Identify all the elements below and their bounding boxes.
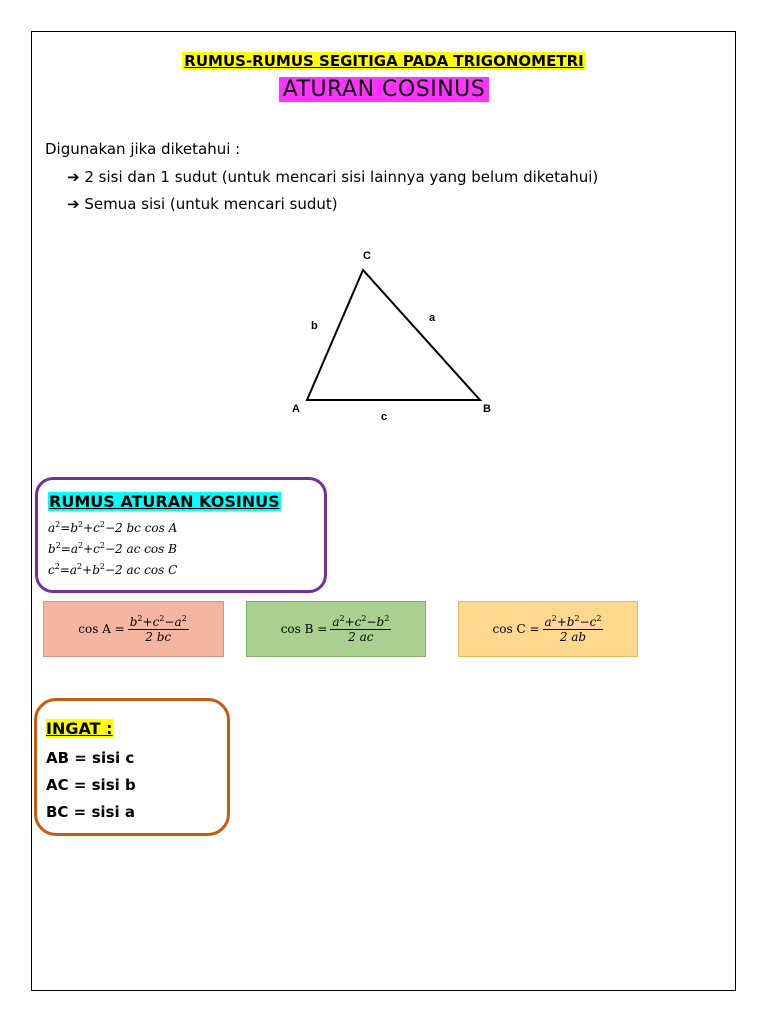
intro-bullet-text: Semua sisi (untuk mencari sudut) bbox=[84, 195, 338, 213]
ingat-line-ab: AB = sisi c bbox=[46, 749, 135, 767]
cos-c-label: cos C = bbox=[492, 622, 540, 636]
cos-a-box bbox=[43, 601, 224, 657]
page-title: RUMUS-RUMUS SEGITIGA PADA TRIGONOMETRI bbox=[184, 52, 584, 70]
ingat-title: INGAT : bbox=[46, 719, 113, 738]
side-a-label: a bbox=[429, 312, 436, 324]
cos-b-fraction: $\frac{a^2+c^2-b^2}{2 ac}$ bbox=[332, 614, 390, 644]
side-c-label: c bbox=[381, 411, 388, 423]
side-b-label: b bbox=[311, 320, 318, 332]
cos-a-label: cos A = bbox=[78, 622, 125, 636]
ingat-line-bc: BC = sisi a bbox=[46, 803, 135, 821]
cos-c-box bbox=[458, 601, 638, 657]
page-subtitle: ATURAN COSINUS bbox=[0, 77, 768, 102]
cos-b-label: cos B = bbox=[280, 622, 328, 636]
arrow-right-icon: ➔ bbox=[67, 195, 80, 213]
cos-b-box bbox=[246, 601, 426, 657]
ingat-box bbox=[34, 698, 230, 836]
rumus-box bbox=[35, 477, 327, 593]
intro-bullet-text: 2 sisi dan 1 sudut (untuk mencari sisi lainnya yang belum diketahui) bbox=[84, 168, 599, 186]
rumus-title: RUMUS ATURAN KOSINUS bbox=[49, 492, 280, 511]
triangle-diagram bbox=[270, 240, 520, 430]
triangle-shape bbox=[307, 270, 480, 400]
vertex-b-label: B bbox=[483, 403, 491, 415]
arrow-right-icon: ➔ bbox=[67, 168, 80, 186]
cos-a-fraction: $\frac{b^2+c^2-a^2}{2 bc}$ bbox=[129, 614, 187, 644]
ingat-line-ac: AC = sisi b bbox=[46, 776, 136, 794]
formula-c: $c^2=a^2+b^2-2$ ac cos C bbox=[48, 562, 178, 577]
vertex-c-label: C bbox=[363, 250, 371, 262]
cos-c-fraction: $\frac{a^2+b^2-c^2}{2 ab}$ bbox=[544, 614, 602, 644]
intro-bullet-2 bbox=[67, 195, 338, 213]
vertex-a-label: A bbox=[292, 403, 300, 415]
formula-b: $b^2=a^2+c^2-2$ ac cos B bbox=[48, 541, 177, 556]
formula-a: $a^2=b^2+c^2-2$ bc cos A bbox=[48, 520, 178, 535]
intro-bullet-1 bbox=[67, 168, 598, 186]
intro-lead: Digunakan jika diketahui : bbox=[45, 140, 241, 158]
